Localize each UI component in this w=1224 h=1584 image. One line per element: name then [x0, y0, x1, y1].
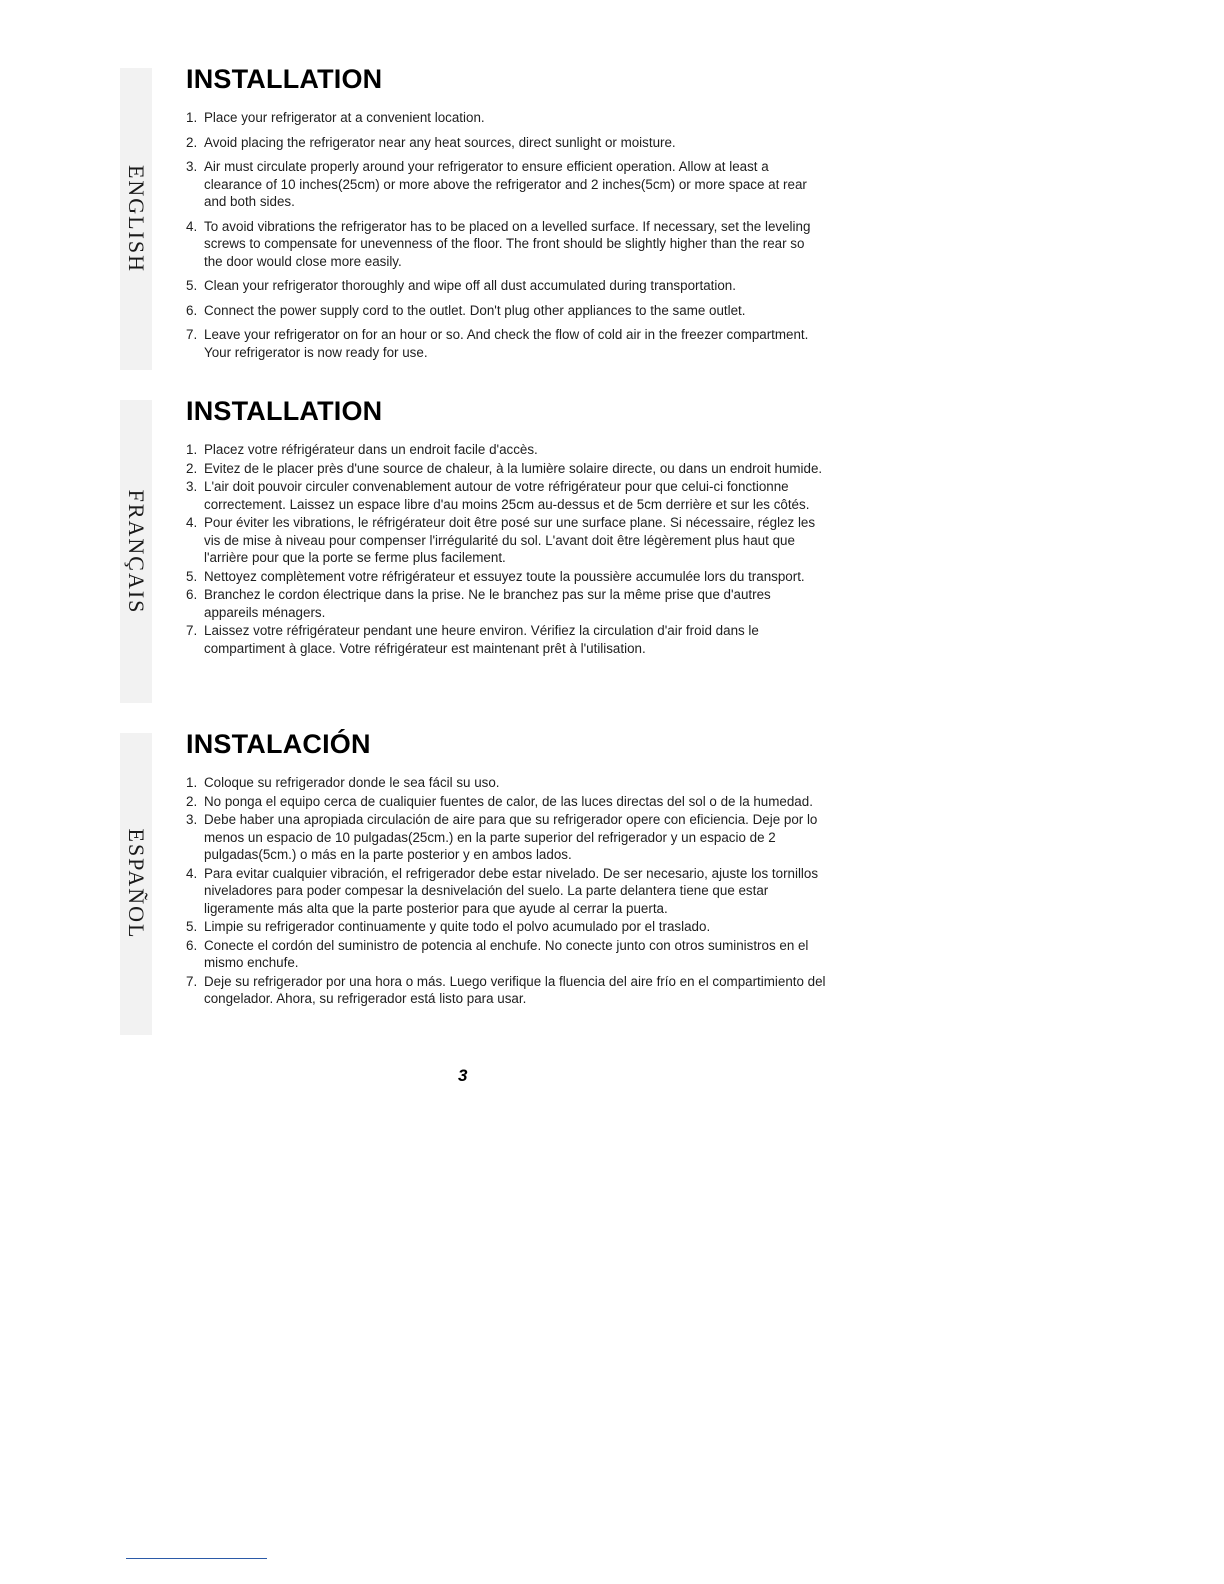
- item-number: 1.: [186, 110, 198, 125]
- list-item: [186, 460, 826, 478]
- item-number: 3.: [186, 479, 198, 494]
- list-item: [186, 937, 826, 972]
- item-number: 4.: [186, 865, 198, 881]
- item-text: Clean your refrigerator thoroughly and wipe off all dust accumulated during transportation.: [204, 278, 736, 293]
- item-text: Leave your refrigerator on for an hour or so. And check the flow of cold air in the freezer compartment. Your refrigerator is now ready for use.: [204, 327, 809, 360]
- section-title: INSTALLATION: [186, 396, 383, 426]
- item-number: 1.: [186, 775, 198, 790]
- item-number: 7.: [186, 327, 198, 342]
- item-number: 4.: [186, 218, 198, 234]
- item-text: Conecte el cordón del suministro de potencia al enchufe. No conecte junto con otros suministros en el mismo enchufe.: [204, 937, 809, 970]
- item-number: 5.: [186, 568, 198, 584]
- section-title: INSTALLATION: [186, 64, 383, 94]
- footer-rule: [126, 1558, 267, 1559]
- item-number: 6.: [186, 302, 198, 318]
- section-title: INSTALACIÓN: [186, 729, 371, 759]
- list-item: [186, 218, 826, 271]
- list-item: [186, 514, 826, 567]
- list-item: [186, 774, 826, 792]
- list-item: [186, 568, 826, 586]
- item-text: Debe haber una apropiada circulación de aire para que su refrigerador opere con eficiencia. Deje por lo menos un espacio de 10 pulgadas(25cm.) en la parte superior del refrigerador y un espacio de 2 pulgadas(5cm.) o más en la parte posterior y en ambos lados.: [204, 812, 818, 862]
- list-item: [186, 441, 826, 459]
- item-text: Branchez le cordon électrique dans la prise. Ne le branchez pas sur la même prise que d'autres appareils ménagers.: [204, 587, 771, 620]
- item-number: 7.: [186, 973, 198, 989]
- list-item: [186, 918, 826, 936]
- list-item: [186, 302, 826, 320]
- list-item: [186, 622, 826, 657]
- item-text: L'air doit pouvoir circuler convenablement autour de votre réfrigérateur pour que celui-ci fonctionne correctement. Laissez un espace libre d'au moins 25cm au-dessus et de 5cm derrière et sur les côtés.: [204, 479, 810, 512]
- item-number: 2.: [186, 793, 198, 809]
- item-text: Laissez votre réfrigérateur pendant une heure environ. Vérifiez la circulation d'air froid dans le compartiment à glace. Votre réfrigérateur est maintenant prêt à l'utilisation.: [204, 623, 759, 656]
- list-item: [186, 811, 826, 864]
- item-text: Avoid placing the refrigerator near any heat sources, direct sunlight or moisture.: [204, 134, 676, 150]
- item-number: 6.: [186, 937, 198, 953]
- language-tab-label: ENGLISH: [124, 164, 149, 274]
- item-number: 4.: [186, 515, 198, 530]
- item-text: No ponga el equipo cerca de cualiquier fuentes de calor, de las luces directas del sol o de la humedad.: [204, 793, 813, 809]
- item-text: Nettoyez complètement votre réfrigérateur et essuyez toute la poussière accumulée lors du transport.: [204, 568, 805, 584]
- item-text: Connect the power supply cord to the outlet. Don't plug other appliances to the same outlet.: [204, 302, 746, 318]
- item-text: Pour éviter les vibrations, le réfrigérateur doit être posé sur une surface plane. Si nécessaire, réglez les vis de mise à niveau pour compenser l'irrégularité du sol. L'avant doit être légèrement plus haut que l'arrière pour que la porte se ferme plus facilement.: [204, 515, 816, 565]
- language-tab-label: FRANÇAIS: [124, 489, 149, 614]
- item-text: Para evitar cualquier vibración, el refrigerador debe estar nivelado. De ser necesario, ajuste los tornillos niveladores para poder compesar la desnivelación del suelo. La parte delantera tiene que estar ligeramente más alta que la parte posterior para que ayude al cerrar la puerta.: [204, 865, 819, 916]
- item-number: 5.: [186, 278, 198, 293]
- instruction-list: [186, 441, 826, 657]
- item-number: 5.: [186, 919, 198, 934]
- instruction-list: [186, 109, 826, 361]
- item-number: 2.: [186, 460, 198, 476]
- item-text: Air must circulate properly around your refrigerator to ensure efficient operation. Allow at least a clearance of 10 inches(25cm) or more above the refrigerator and 2 inches(5cm) or more space at rear and both sides.: [204, 159, 807, 209]
- list-item: [186, 158, 826, 211]
- item-number: 6.: [186, 587, 198, 602]
- list-item: [186, 326, 826, 361]
- list-item: [186, 277, 826, 295]
- item-number: 3.: [186, 159, 198, 174]
- item-text: Deje su refrigerador por una hora o más. Luego verifique la fluencia del aire frío en el compartimiento del congelador. Ahora, su refrigerador está listo para usar.: [204, 973, 826, 1006]
- list-item: [186, 793, 826, 811]
- item-number: 3.: [186, 812, 198, 827]
- item-text: Placez votre réfrigérateur dans un endroit facile d'accès.: [204, 442, 538, 457]
- item-number: 1.: [186, 442, 198, 457]
- list-item: [186, 109, 826, 127]
- item-number: 7.: [186, 623, 198, 638]
- item-number: 2.: [186, 134, 198, 150]
- section-english: [186, 64, 826, 368]
- list-item: [186, 478, 826, 513]
- item-text: Limpie su refrigerador continuamente y quite todo el polvo acumulado por el traslado.: [204, 919, 711, 934]
- item-text: To avoid vibrations the refrigerator has to be placed on a levelled surface. If necessary, set the leveling screws to compensate for unevenness of the floor. The front should be slightly higher than the rear so the door would close more easily.: [204, 218, 811, 269]
- section-french: [186, 396, 826, 658]
- instruction-list: [186, 774, 826, 1008]
- section-spanish: [186, 729, 826, 1009]
- language-tab-english: [120, 68, 152, 370]
- item-text: Evitez de le placer près d'une source de chaleur, à la lumière solaire directe, ou dans un endroit humide.: [204, 460, 823, 476]
- list-item: [186, 134, 826, 152]
- list-item: [186, 586, 826, 621]
- language-tab-spanish: [120, 733, 152, 1035]
- item-text: Coloque su refrigerador donde le sea fácil su uso.: [204, 775, 500, 790]
- language-tab-label: ESPAÑOL: [124, 828, 149, 940]
- list-item: [186, 865, 826, 918]
- list-item: [186, 973, 826, 1008]
- page-number: 3: [458, 1066, 468, 1085]
- language-tab-french: [120, 400, 152, 703]
- item-text: Place your refrigerator at a convenient location.: [204, 110, 485, 125]
